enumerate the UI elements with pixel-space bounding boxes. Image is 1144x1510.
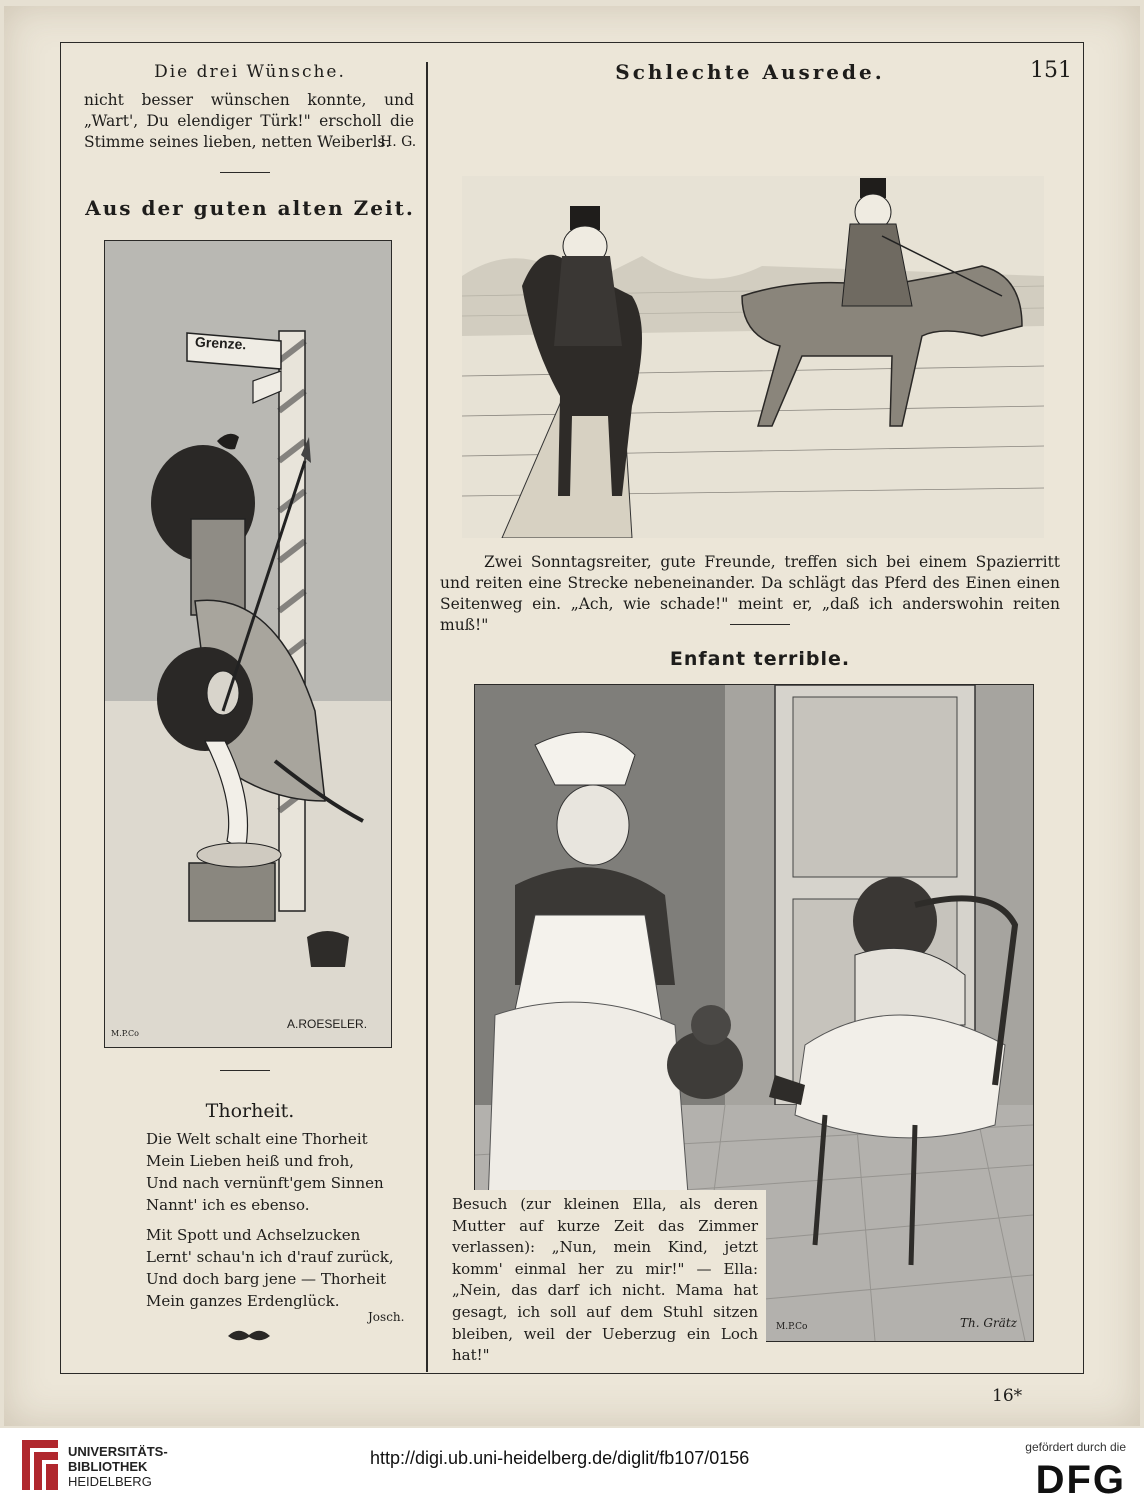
border-guard-cartoon (104, 240, 392, 1048)
fleuron-ornament (224, 1322, 274, 1348)
poem-line: Nannt' ich es ebenso. (146, 1196, 310, 1214)
cartoon-printer-mark: M.P.Co (111, 1029, 139, 1038)
digital-library-footer (0, 1428, 1144, 1510)
poem-line: Und doch barg jene — Thorheit (146, 1270, 387, 1288)
poem-line: Lernt' schau'n ich d'rauf zurück, (146, 1248, 394, 1266)
separator-rule-2 (220, 1070, 270, 1071)
left-running-header: Die drei Wünsche. (154, 62, 346, 82)
story-end-text: nicht besser wünschen konnte, und „Wart', Du elendiger Türk!" erscholl die Stimme seines lieben, netten Weiberls. (84, 91, 414, 151)
funded-by-label: gefördert durch die (1025, 1440, 1126, 1454)
poem-line: Die Welt schalt eine Thorheit (146, 1130, 368, 1148)
cartoon-title: Aus der guten alten Zeit. (85, 196, 415, 220)
column-divider (426, 62, 428, 1372)
riders-illustration (462, 176, 1044, 538)
separator-rule (220, 172, 270, 173)
center-running-header: Schlechte Ausrede. (615, 60, 885, 84)
cartoon-artist-signature: A.ROESELER. (287, 1017, 368, 1031)
poem-title: Thorheit. (205, 1100, 295, 1122)
poem-line: Und nach vernünft'gem Sinnen (146, 1174, 384, 1192)
library-name-line-1: UNIVERSITÄTS- (68, 1444, 168, 1459)
library-name-line-2: BIBLIOTHEK (68, 1459, 148, 1474)
story-author: H. G. (380, 134, 417, 150)
poem-stanza-1 (146, 1128, 384, 1216)
poem-line: Mit Spott und Achselzucken (146, 1226, 361, 1244)
enfant-artist-signature: Th. Grätz (960, 1316, 1017, 1330)
enfant-title: Enfant terrible. (669, 648, 851, 670)
dfg-logo: DFG (1035, 1458, 1126, 1502)
enfant-caption: Besuch (zur kleinen Ella, als deren Mutter auf kurze Zeit das Zimmer verlassen): „Nun, mein Kind, jetzt komm' einmal her zu mir!" — Ella: „Nein, das darf ich nicht. Mama hat gesagt, ich soll auf dem Stuhl sitzen bleiben, weil der Ueberzug ein Loch hat!" (452, 1195, 758, 1365)
riders-caption: Zwei Sonntagsreiter, gute Freunde, treffen sich bei einem Spazierritt und reiten eine Strecke nebeneinander. Da schlägt das Pferd des Einen einen Seitenweg ein. „Ach, wie schade!" meint er, „daß ich anderswohin reiten muß!" (440, 553, 1060, 634)
riders-drawing (462, 176, 1044, 538)
border-guard-illustration (105, 241, 391, 1047)
poem-stanza-2 (146, 1224, 394, 1312)
border-sign-label: Grenze. (194, 333, 247, 353)
library-logo-icon (14, 1438, 62, 1492)
page-url-link[interactable]: http://digi.ub.uni-heidelberg.de/diglit/fb107/0156 (370, 1448, 750, 1468)
enfant-printer-mark: M.P.Co (776, 1322, 808, 1332)
page-number: 151 (1030, 58, 1072, 83)
separator-rule-3 (730, 624, 790, 625)
signature-mark: 16* (992, 1386, 1023, 1406)
poem-line: Mein ganzes Erdenglück. (146, 1292, 340, 1310)
poem-author: Josch. (368, 1310, 405, 1324)
library-name-line-3: HEIDELBERG (68, 1474, 152, 1489)
poem-line: Mein Lieben heiß und froh, (146, 1152, 355, 1170)
